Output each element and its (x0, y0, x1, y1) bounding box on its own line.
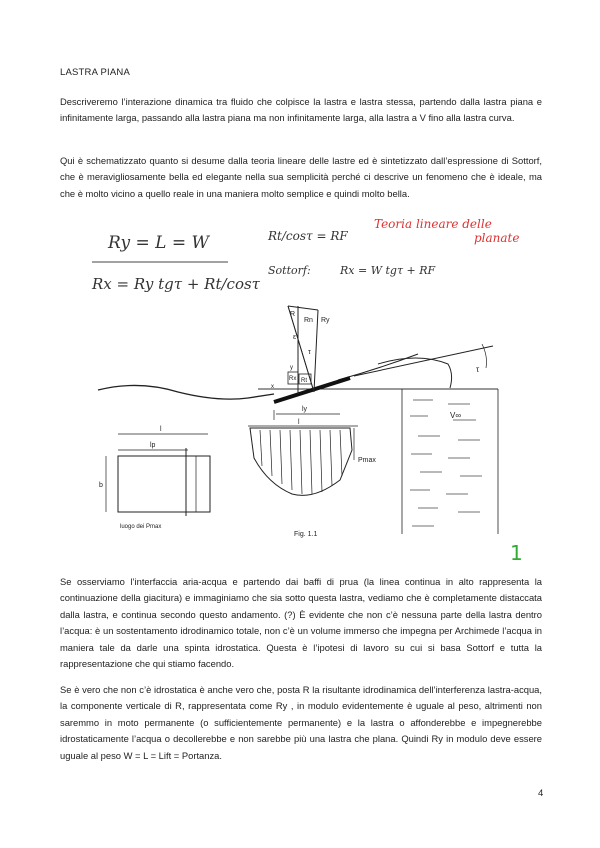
label-l-right: l (298, 419, 300, 426)
paragraph-interface: Se osserviamo l’interfaccia aria-acqua e partendo dai baffi di prua (la linea continua in alto rappresenta la continuazione della giacitura) e immaginiamo che sia sotto questa lastra, vediamo che è completamente distaccata dalla lastra, e continua secondo questo andamento. (?) È evidente che non c’è nessuna parte della lastra dentro l’acqua: è un sostentamento idrodinamico totale, non c’è un volume immerso che impegna per Archimede l’acqua in maniera tale da darle una spinta idrostatica. Questa è l’ipotesi di lavoro su cui si basa Sottorf e tutta la rappresentazione che qui stiamo facendo. (60, 576, 542, 670)
label-b: b (99, 482, 103, 489)
section-title: LASTRA PIANA (60, 67, 130, 78)
label-tau-angle: τ (476, 365, 480, 374)
water-dashes (410, 400, 482, 526)
figure-svg (78, 214, 548, 566)
page-number: 4 (538, 788, 544, 799)
plate (274, 378, 350, 402)
red-note-line1: Teoria lineare delle (374, 217, 492, 231)
equation-sottorf: Rx = W tgτ + RF (340, 264, 436, 277)
label-l-plan: l (160, 426, 162, 433)
pressure-hatching (260, 430, 342, 494)
label-rx: Rx (289, 376, 297, 382)
spray-root-line (338, 354, 418, 380)
label-x: x (271, 384, 274, 390)
sottorf-label: Sottorf: (268, 264, 311, 277)
label-r: R (290, 311, 296, 318)
label-ry: Ry (321, 317, 330, 324)
label-y: y (290, 365, 293, 371)
label-rn: Rn (304, 317, 313, 324)
label-tau-small: τ (308, 349, 311, 356)
free-surface-left (98, 385, 274, 399)
label-vinf: V∞ (450, 411, 462, 420)
equation-rt: Rt/cosτ = RF (268, 229, 348, 243)
figure-planing-plate (78, 214, 548, 566)
force-top-line (288, 306, 318, 310)
plate-continuation (354, 346, 493, 376)
label-pmax: Pmax (358, 457, 376, 464)
label-luogo: luogo dei Pmax (120, 524, 162, 530)
paragraph-intro: Descriveremo l’interazione dinamica tra fluido che colpisce la lastra e lastra stessa, partendo dalla lastra piana e infinitamente larga, passando alla lastra piana ma non infinitamente larga, alla lastra a V fino alla lastra curva. (60, 96, 542, 124)
label-lp: lp (150, 442, 156, 449)
force-rn-line (314, 310, 318, 392)
paragraph-sottorf: Qui è schematizzato quanto si desume dalla teoria lineare delle lastre ed è sintetizzato dall’espressione di Sottorf, che è meravigliosamente bella ed elegante nella sua semplicità perché ci descrive un fenomeno che è ideale, ma che è molto vicino a quello reale in una maniera molto semplice e quindi molto bella. (60, 155, 542, 199)
label-eps: ε (293, 334, 297, 341)
label-ly: ly (302, 406, 308, 413)
equation-rx: Rx = Ry tgτ + Rt/cosτ (92, 275, 260, 293)
figure-caption: Fig. 1.1 (294, 531, 318, 538)
label-rt: Rt (301, 378, 307, 384)
equation-ry: Ry = L = W (108, 233, 209, 253)
red-note-line2: planate (474, 231, 520, 245)
paragraph-resultant: Se è vero che non c’è idrostatica è anche vero che, posta R la risultante idrodinamica dell’interferenza lastra-acqua, la componente verticale di R, rappresentata come Ry , in modulo evidentemente è uguale al peso, altrimenti non saremmo in moto permanente (o sufficientemente permanente) e la lastra o affonderebbe e impegnerebbe idrostaticamente l’acqua o decollerebbe e non sarebbe più una lastra che plana. Quindi Ry in modulo deve essere uguale al peso W = L = Lift = Portanza. (60, 684, 542, 761)
green-number: 1 (510, 541, 523, 565)
